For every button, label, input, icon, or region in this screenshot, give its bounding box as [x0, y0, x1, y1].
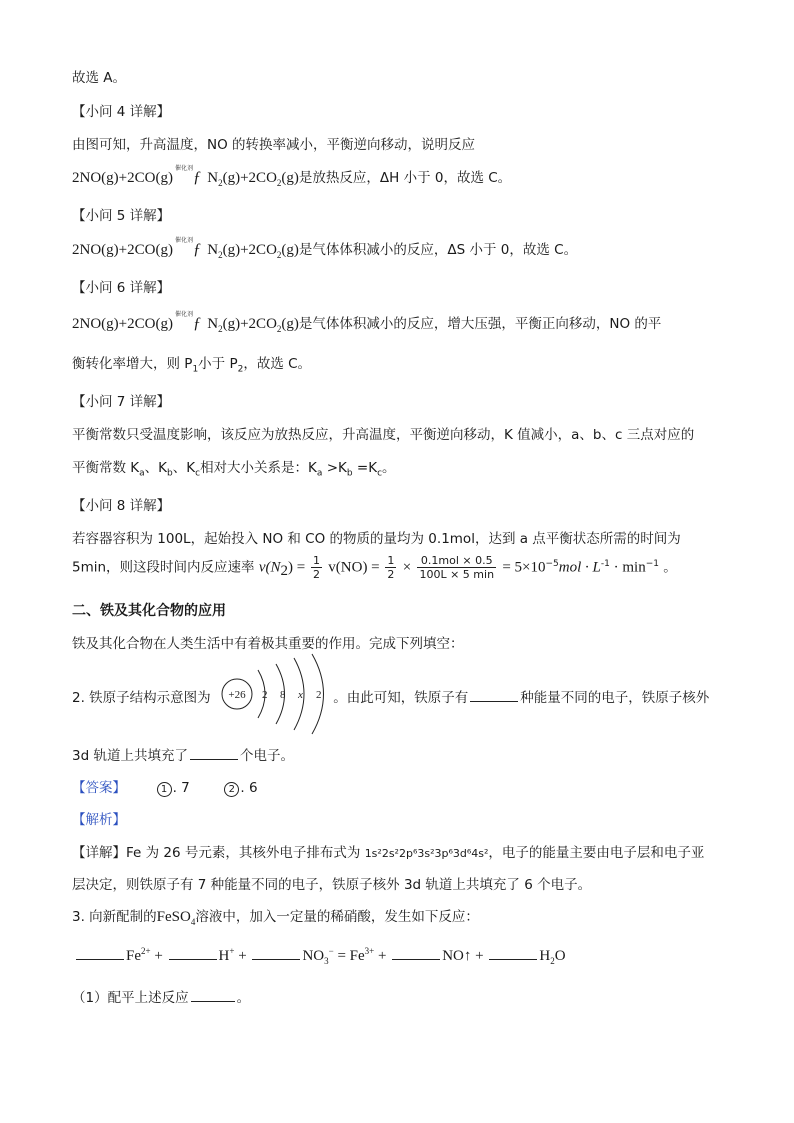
paragraph-q8: 若容器容积为 100L，起始投入 NO 和 CO 的物质的量均为 0.1mol，达到 a 点平衡状态所需的时间为 [72, 531, 681, 547]
heading-q4: 【小问 4 详解】 [72, 104, 171, 120]
q6-conclusion: 是气体体积减小的反应，增大压强，平衡正向移动，NO 的平 [298, 316, 662, 332]
equilibrium-arrow: ƒ [192, 169, 201, 186]
iron-atom-diagram-icon [218, 652, 336, 736]
shell-2-count: 8 [280, 689, 286, 701]
equation-line-q5: $2NO(g)+2CO(g)^{催化剂}ƒ$ $N_2(g)+2CO_2(g)$是气体体积减小的反应，ΔS 小于 0，故选 C。 [72, 237, 578, 260]
analysis-label: 【解析】 [72, 812, 126, 828]
shell-4-count: 2 [316, 689, 322, 701]
equation-line-q4: $2NO(g)+2CO(g)^{催化剂}ƒ$ $N_2(g)+2CO_2(g)$是放热反应，ΔH 小于 0，故选 C。 [72, 165, 512, 188]
section-intro: 铁及其化合物在人类生活中有着极其重要的作用。完成下列填空： [72, 636, 464, 652]
shell-3-count: x [298, 689, 303, 701]
ionic-equation: $Fe^{2+} + H^+ + NO_3^- = Fe^{3+}$ + NO↑ + $H_2O$ [74, 946, 566, 966]
coefficient-blank-4[interactable] [392, 947, 440, 960]
answer-label: 【答案】 [72, 780, 126, 796]
paragraph-q7-cont: 平衡常数 $K_a$、$K_b$、$K_c$相对大小关系是：$K_a >K_b =K_c$。 [72, 460, 396, 479]
paragraph-q6-cont: 衡转化率增大，则 $P_1$小于 $P_2$，故选 C。 [72, 356, 312, 375]
answer-line: 【答案】 1 . 7 2 . 6 [72, 780, 258, 796]
paragraph-q4: 由图可知，升高温度，NO 的转换率减小，平衡逆向移动，说明反应 [72, 137, 476, 153]
paragraph-q7: 平衡常数只受温度影响，该反应为放热反应，升高温度，平衡逆向移动，K 值减小，a、b、c 三点对应的 [72, 427, 695, 443]
detail-line-1: 【详解】Fe 为 26 号元素，其核外电子排布式为 1s²2s²2p⁶3s²3p⁶3d⁶4s²，电子的能量主要由电子层和电子亚 [72, 845, 705, 861]
fraction-half-2: $\frac{1}{2}$ [387, 554, 395, 581]
question-2-cont: 3d 轨道上共填充了 个电子。 [72, 748, 294, 764]
fraction-calc: $\frac{\text{0.1mol × 0.5}}{100L \times 5 \min}$ [419, 554, 495, 581]
fraction-half: $\frac{1}{2}$ [312, 554, 320, 581]
equation-lhs: 2NO(g)+2CO(g) [72, 170, 173, 186]
circle-2-icon: 2 [224, 782, 239, 797]
coefficient-blank-1[interactable] [76, 947, 124, 960]
shell-1-count: 2 [262, 689, 268, 701]
heading-q6: 【小问 6 详解】 [72, 280, 171, 296]
catalyst-label: 催化剂 [174, 165, 193, 172]
answer-blank-2[interactable] [190, 747, 238, 760]
equation-line-q6: $2NO(g)+2CO(g)^{催化剂}ƒ$ $N_2(g)+2CO_2(g)$是气体体积减小的反应，增大压强，平衡正向移动，NO 的平 [72, 311, 662, 334]
coefficient-blank-3[interactable] [252, 947, 300, 960]
answer-blank-3[interactable] [191, 989, 235, 1002]
heading-q8: 【小问 8 详解】 [72, 498, 171, 514]
coefficient-blank-2[interactable] [169, 947, 217, 960]
question-3: 3. 向新配制的FeSO$_4$溶液中，加入一定量的稀硝酸，发生如下反应： [72, 909, 479, 927]
rate-equation-line: 5min，则这段时间内反应速率 $v(N_2)$ = $\frac{1}{2}$ v(NO) = $\frac{1}{2}$ × $\frac{\text{0.1mol × 0.5}}{100L \times 5 \min}$ = $5\times 10^{-5}mol \cdot L^{-1} \cdot \min^{-1}$ 。 [72, 554, 677, 581]
coefficient-blank-5[interactable] [489, 947, 537, 960]
answer-blank[interactable] [470, 689, 518, 702]
detail-line-2: 层决定，则铁原子有 7 种能量不同的电子，铁原子核外 3d 轨道上共填充了 6 个电子。 [72, 877, 592, 893]
conclusion-text: 故选 A。 [72, 70, 127, 86]
nucleus-label: +26 [228, 689, 246, 701]
q5-conclusion: 是气体体积减小的反应，ΔS 小于 0，故选 C。 [298, 242, 578, 258]
heading-q5: 【小问 5 详解】 [72, 208, 171, 224]
heading-q7: 【小问 7 详解】 [72, 394, 171, 410]
q4-conclusion: 是放热反应，ΔH 小于 0，故选 C。 [298, 170, 512, 186]
question-2: 2. 铁原子结构示意图为 。由此可知，铁原子有 种能量不同的电子，铁原子核外 [72, 690, 710, 706]
question-3-1: （1）配平上述反应 。 [72, 990, 251, 1006]
section-title-iron: 二、铁及其化合物的应用 [72, 603, 226, 619]
circle-1-icon: 1 [157, 782, 172, 797]
